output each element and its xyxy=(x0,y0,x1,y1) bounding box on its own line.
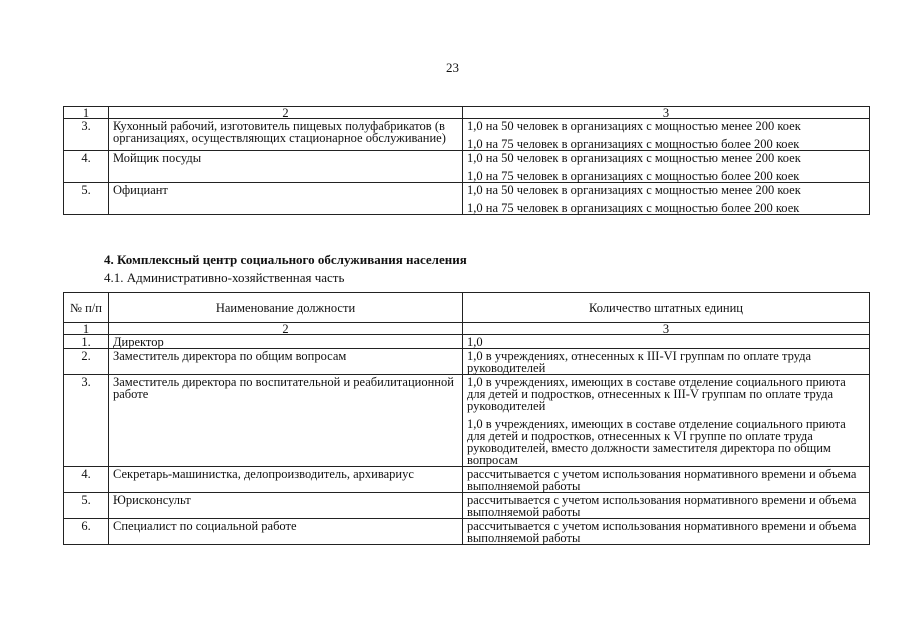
staff-count-cell xyxy=(463,375,870,467)
staff-count-value: 1,0 в учреждениях, имеющих в составе отделение социального приюта для детей и подростков, отнесенных к III-V группам по оплате труда руководителей xyxy=(467,375,846,413)
position-name: Официант xyxy=(109,183,463,215)
staff-count-cell xyxy=(463,151,870,183)
header-number: № п/п xyxy=(64,293,109,323)
table-row xyxy=(64,151,870,183)
row-number: 3. xyxy=(64,375,109,467)
column-number-row xyxy=(64,107,870,119)
table-row xyxy=(64,375,870,467)
staff-table-continued xyxy=(63,106,870,215)
table-row xyxy=(64,467,870,493)
staff-count-cell xyxy=(463,349,870,375)
col-number-3: 3 xyxy=(463,107,870,119)
staff-count-value: 1,0 на 50 человек в организациях с мощностью менее 200 коек xyxy=(467,151,801,165)
position-name: Директор xyxy=(109,335,463,349)
table-row xyxy=(64,335,870,349)
staff-count-value: рассчитывается с учетом использования нормативного времени и объема выполняемой работы xyxy=(467,493,857,519)
position-name: Кухонный рабочий, изготовитель пищевых полуфабрикатов (в организациях, осуществляющих стационарное обслуживание) xyxy=(109,119,463,151)
col-number-2: 2 xyxy=(109,107,463,119)
subsection-title: 4.1. Административно-хозяйственная часть xyxy=(104,270,345,285)
row-number: 2. xyxy=(64,349,109,375)
position-name: Заместитель директора по воспитательной и реабилитационной работе xyxy=(109,375,463,467)
table-row xyxy=(64,493,870,519)
row-number: 1. xyxy=(64,335,109,349)
row-number: 3. xyxy=(64,119,109,151)
section-title: 4. Комплексный центр социального обслуживания населения xyxy=(104,252,467,267)
staff-count-value: 1,0 xyxy=(467,335,483,349)
row-number: 4. xyxy=(64,467,109,493)
staff-count-cell xyxy=(463,467,870,493)
row-number: 4. xyxy=(64,151,109,183)
staff-count-cell xyxy=(463,183,870,215)
staff-count-cell xyxy=(463,119,870,151)
position-name: Секретарь-машинистка, делопроизводитель, архивариус xyxy=(109,467,463,493)
staff-count-cell xyxy=(463,519,870,545)
page-number: 23 xyxy=(446,60,459,75)
col-number-1: 1 xyxy=(64,107,109,119)
staff-count-value: 1,0 в учреждениях, имеющих в составе отделение социального приюта для детей и подростков, отнесенных к VI группе по оплате труда руководителей, вместо должности заместителя директора по общим вопросам xyxy=(467,417,846,467)
staff-table xyxy=(63,292,870,545)
col-number-3: 3 xyxy=(463,323,870,335)
table-row xyxy=(64,183,870,215)
col-number-2: 2 xyxy=(109,323,463,335)
position-name: Юрисконсульт xyxy=(109,493,463,519)
table-row xyxy=(64,519,870,545)
row-number: 5. xyxy=(64,493,109,519)
staff-count-cell xyxy=(463,493,870,519)
position-name: Заместитель директора по общим вопросам xyxy=(109,349,463,375)
position-name: Мойщик посуды xyxy=(109,151,463,183)
staff-count-value: 1,0 на 50 человек в организациях с мощностью менее 200 коек xyxy=(467,183,801,197)
position-name: Специалист по социальной работе xyxy=(109,519,463,545)
staff-count-value: рассчитывается с учетом использования нормативного времени и объема выполняемой работы xyxy=(467,467,857,493)
table-row xyxy=(64,119,870,151)
table-row xyxy=(64,349,870,375)
header-row xyxy=(64,293,870,323)
staff-count-cell xyxy=(463,335,870,349)
staff-count-value: 1,0 на 75 человек в организациях с мощностью более 200 коек xyxy=(467,201,800,215)
staff-count-value: 1,0 на 75 человек в организациях с мощностью более 200 коек xyxy=(467,137,800,151)
row-number: 6. xyxy=(64,519,109,545)
header-count: Количество штатных единиц xyxy=(463,293,870,323)
column-number-row xyxy=(64,323,870,335)
header-position: Наименование должности xyxy=(109,293,463,323)
staff-count-value: 1,0 на 50 человек в организациях с мощностью менее 200 коек xyxy=(467,119,801,133)
staff-count-value: 1,0 в учреждениях, отнесенных к III-VI группам по оплате труда руководителей xyxy=(467,349,812,375)
row-number: 5. xyxy=(64,183,109,215)
col-number-1: 1 xyxy=(64,323,109,335)
staff-count-value: 1,0 на 75 человек в организациях с мощностью более 200 коек xyxy=(467,169,800,183)
staff-count-value: рассчитывается с учетом использования нормативного времени и объема выполняемой работы xyxy=(467,519,857,545)
